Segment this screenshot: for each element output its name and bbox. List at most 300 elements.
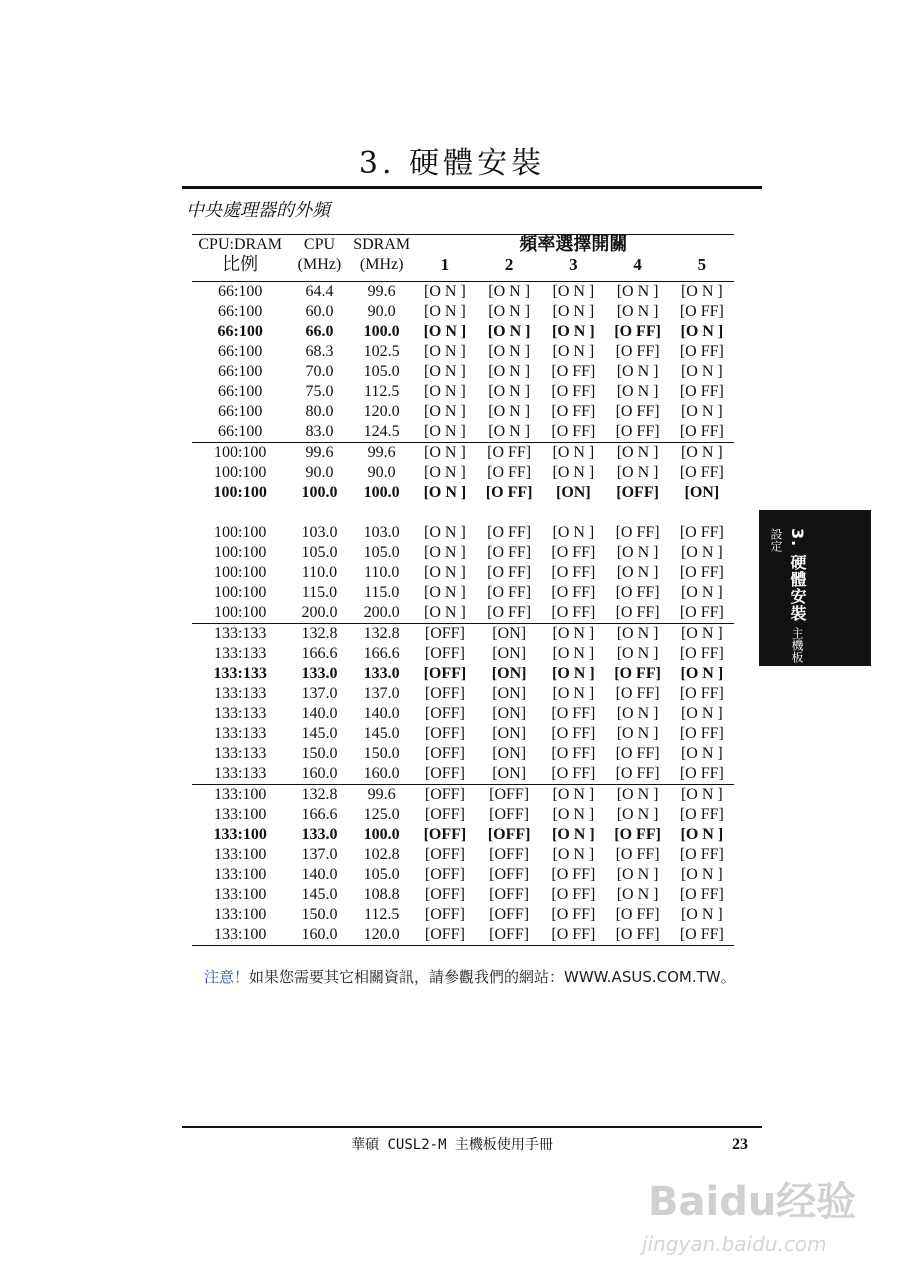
cell-sw5: [O N ] xyxy=(670,624,734,645)
cell-sw5: [O FF] xyxy=(679,886,724,903)
cell-cpu: 110.0 xyxy=(301,564,338,581)
cell-sw2: [O FF] xyxy=(487,524,532,541)
cell-sw1: [OFF] xyxy=(423,665,467,682)
cell-sw4: [O N ] xyxy=(616,544,659,561)
cell-sw1: [O N ] xyxy=(424,524,466,541)
cell-sdram: 110.0 xyxy=(363,564,400,581)
cell-sw5: [O N ] xyxy=(670,785,734,806)
cell-sw4: [O FF] xyxy=(615,765,660,782)
cell-sw1: [OFF] xyxy=(424,866,465,883)
cell-sw2: [O FF] xyxy=(487,564,532,581)
cell-sw3: [O FF] xyxy=(551,886,596,903)
cell-sdram: 105.0 xyxy=(363,544,400,561)
cell-sw3: [O FF] xyxy=(551,423,596,440)
table-row xyxy=(192,483,734,503)
cell-ratio: 66:100 xyxy=(217,423,263,440)
table-row xyxy=(192,644,734,664)
cell-cpu: 90.0 xyxy=(305,464,334,481)
cell-sw5: [O FF] xyxy=(679,303,724,320)
cell-sw2: [ON] xyxy=(492,765,527,782)
table-row xyxy=(192,905,734,925)
cell-sw5: [O N ] xyxy=(680,403,723,420)
cell-sw4: [O FF] xyxy=(614,323,661,340)
cell-sw3: [O FF] xyxy=(551,544,596,561)
cell-sw5: [O N ] xyxy=(680,323,724,340)
cell-sw1: [OFF] xyxy=(424,886,465,903)
cell-ratio: 66:100 xyxy=(217,383,263,400)
cell-sw2: [O FF] xyxy=(485,484,533,501)
cell-cpu: 140.0 xyxy=(301,705,338,722)
cell-sw4: [O N ] xyxy=(605,443,669,464)
table-row xyxy=(192,463,734,483)
spacer-cell xyxy=(192,503,734,523)
cell-sw2: [O N ] xyxy=(488,283,531,300)
cell-sw3: [O N ] xyxy=(552,283,595,300)
cell-sdram: 90.0 xyxy=(367,464,396,481)
cell-cpu: 145.0 xyxy=(301,725,338,742)
cell-sw5: [O FF] xyxy=(679,464,724,481)
cell-sw2: [OFF] xyxy=(489,866,530,883)
cell-ratio: 133:133 xyxy=(213,745,267,762)
table-row xyxy=(192,805,734,825)
cell-sw1: [O N ] xyxy=(424,544,466,561)
cell-sw2: [OFF] xyxy=(477,785,541,806)
cell-sw1: [OFF] xyxy=(413,785,477,806)
cell-cpu: 137.0 xyxy=(301,846,338,863)
cell-sw1: [O N ] xyxy=(424,584,466,601)
cell-sdram: 137.0 xyxy=(363,685,400,702)
cell-sdram: 150.0 xyxy=(363,745,400,762)
header-switch-1: 1 xyxy=(413,255,477,282)
cell-sw5: [O N ] xyxy=(680,745,723,762)
cell-sw5: [O N ] xyxy=(680,544,723,561)
cell-sw5: [O FF] xyxy=(679,343,724,360)
cell-sdram: 108.8 xyxy=(363,886,400,903)
cell-sw5: [O FF] xyxy=(679,685,724,702)
table-row xyxy=(192,684,734,704)
table-header xyxy=(192,235,734,282)
cell-sdram: 99.6 xyxy=(351,443,413,464)
cell-sw1: [OFF] xyxy=(424,685,465,702)
cell-sw4: [O N ] xyxy=(616,886,659,903)
cell-ratio: 133:100 xyxy=(213,886,267,903)
cell-sw5: [O N ] xyxy=(680,584,723,601)
cell-sw1: [OFF] xyxy=(424,765,465,782)
cell-sw2: [O N ] xyxy=(488,403,531,420)
cell-sdram: 125.0 xyxy=(363,806,400,823)
cell-sw2: [ON] xyxy=(491,665,527,682)
chapter-side-tab xyxy=(759,510,871,666)
fsb-table-container xyxy=(192,234,734,946)
cell-sw3: [O FF] xyxy=(551,564,596,581)
cell-sw5: [O FF] xyxy=(679,846,724,863)
cell-cpu: 75.0 xyxy=(305,383,334,400)
cell-ratio: 133:133 xyxy=(213,665,267,682)
cell-cpu: 132.8 xyxy=(288,624,350,645)
note xyxy=(204,966,736,987)
table-row xyxy=(192,402,734,422)
cell-cpu: 145.0 xyxy=(301,886,338,903)
bottom-rule xyxy=(182,1126,762,1128)
cell-ratio: 133:100 xyxy=(213,806,267,823)
cell-sw2: [O N ] xyxy=(488,343,531,360)
cell-sw3: [O N ] xyxy=(541,443,605,464)
cell-cpu: 64.4 xyxy=(305,283,334,300)
cell-ratio: 133:100 xyxy=(213,826,267,843)
cell-sdram: 166.6 xyxy=(363,645,400,662)
cell-sw3: [O N ] xyxy=(541,624,605,645)
watermark-logo: Baidu经验 xyxy=(648,1179,857,1225)
table-row-spacer xyxy=(192,503,734,523)
cell-sdram: 140.0 xyxy=(363,705,400,722)
cell-cpu: 99.6 xyxy=(288,443,350,464)
header-cpu-unit: (MHz) xyxy=(288,255,350,282)
cell-sdram: 99.6 xyxy=(351,785,413,806)
cell-sdram: 120.0 xyxy=(351,925,413,946)
cell-cpu: 100.0 xyxy=(301,484,338,501)
cell-sw4: [O N ] xyxy=(605,624,669,645)
cell-ratio: 66:100 xyxy=(217,303,263,320)
side-tab-main: 3. 硬體安裝 xyxy=(788,528,807,622)
cell-sdram: 160.0 xyxy=(363,765,400,782)
cell-sw5: [O FF] xyxy=(670,925,734,946)
cell-cpu: 68.3 xyxy=(305,343,334,360)
cell-sdram: 102.8 xyxy=(363,846,400,863)
cell-sw4: [O FF] xyxy=(614,665,661,682)
cell-sw4: [O N ] xyxy=(616,283,659,300)
header-switch-2: 2 xyxy=(477,255,541,282)
cell-sw4: [O FF] xyxy=(615,846,660,863)
cell-sw3: [ON] xyxy=(556,484,591,501)
cell-sw4: [O FF] xyxy=(615,423,660,440)
table-row xyxy=(192,925,734,946)
chapter-title: 3. 硬體安裝 xyxy=(358,146,546,181)
cell-sw1: [O N ] xyxy=(424,604,466,621)
table-row xyxy=(192,764,734,785)
cell-sw3: [O FF] xyxy=(551,866,596,883)
cell-ratio: 133:100 xyxy=(192,785,288,806)
cell-sw2: [O FF] xyxy=(487,464,532,481)
cell-cpu: 70.0 xyxy=(305,363,334,380)
cell-sw4: [O FF] xyxy=(615,685,660,702)
cell-sw1: [O N ] xyxy=(424,464,466,481)
cell-sw3: [O FF] xyxy=(551,383,596,400)
cell-sdram: 100.0 xyxy=(363,484,400,501)
cell-sdram: 200.0 xyxy=(363,604,400,621)
table-row xyxy=(192,744,734,764)
table-row xyxy=(192,362,734,382)
cell-sw1: [O N ] xyxy=(424,343,466,360)
cell-ratio: 133:100 xyxy=(213,846,267,863)
cell-sw3: [O N ] xyxy=(552,826,595,843)
table-row xyxy=(192,302,734,322)
cell-cpu: 133.0 xyxy=(301,826,338,843)
cell-cpu: 140.0 xyxy=(301,866,338,883)
table-row xyxy=(192,322,734,342)
table-row xyxy=(192,624,734,645)
cell-ratio: 133:133 xyxy=(213,725,267,742)
cell-ratio: 100:100 xyxy=(213,464,267,481)
cell-ratio: 133:133 xyxy=(213,645,267,662)
cell-sw4: [O FF] xyxy=(605,925,669,946)
cell-sw2: [ON] xyxy=(492,725,527,742)
cell-sw3: [O N ] xyxy=(552,464,595,481)
cell-sw1: [OFF] xyxy=(424,745,465,762)
header-switch-3: 3 xyxy=(541,255,605,282)
cell-sw4: [O N ] xyxy=(616,564,659,581)
cell-sw4: [O N ] xyxy=(616,725,659,742)
cell-sdram: 105.0 xyxy=(363,866,400,883)
cell-sw5: [O FF] xyxy=(679,765,724,782)
cell-sw5: [O FF] xyxy=(679,604,724,621)
cell-sw4: [OFF] xyxy=(616,484,659,501)
cell-ratio: 133:133 xyxy=(213,685,267,702)
table-row xyxy=(192,443,734,464)
header-switch-4: 4 xyxy=(605,255,669,282)
cell-sw4: [O N ] xyxy=(616,806,659,823)
cell-sw3: [O FF] xyxy=(551,604,596,621)
note-text: 如果您需要其它相關資訊，請參觀我們的網站：WWW.ASUS.COM.TW。 xyxy=(249,968,736,986)
cell-cpu: 103.0 xyxy=(301,524,338,541)
table-row xyxy=(192,825,734,845)
cell-sw5: [O FF] xyxy=(679,564,724,581)
header-cpu: CPU xyxy=(288,235,350,256)
table-row xyxy=(192,422,734,443)
cell-sw5: [O FF] xyxy=(679,423,724,440)
cell-cpu: 60.0 xyxy=(305,303,334,320)
cell-sw2: [O N ] xyxy=(488,363,531,380)
cell-sw5: [O N ] xyxy=(680,906,723,923)
table-row xyxy=(192,382,734,402)
table-row xyxy=(192,845,734,865)
cell-sw3: [O FF] xyxy=(551,584,596,601)
cell-sw1: [O N ] xyxy=(424,283,466,300)
table-row xyxy=(192,885,734,905)
cell-cpu: 160.0 xyxy=(288,925,350,946)
cell-sw5: [O FF] xyxy=(679,645,724,662)
cell-sw4: [O FF] xyxy=(615,524,660,541)
cell-sw1: [OFF] xyxy=(424,725,465,742)
cell-sw4: [O FF] xyxy=(615,343,660,360)
cell-ratio: 133:133 xyxy=(213,705,267,722)
cell-sw3: [O N ] xyxy=(552,323,595,340)
cell-cpu: 132.8 xyxy=(288,785,350,806)
cell-sw2: [OFF] xyxy=(489,806,530,823)
top-rule xyxy=(182,186,762,189)
cell-sw5: [O FF] xyxy=(679,806,724,823)
cell-sw3: [O N ] xyxy=(552,303,595,320)
cell-sw2: [ON] xyxy=(477,624,541,645)
cell-sw1: [OFF] xyxy=(424,906,465,923)
table-row xyxy=(192,664,734,684)
cell-sw1: [OFF] xyxy=(424,645,465,662)
cell-ratio: 66:100 xyxy=(217,323,263,340)
cell-sw5: [O FF] xyxy=(679,524,724,541)
table-row xyxy=(192,523,734,543)
cell-ratio: 100:100 xyxy=(213,564,267,581)
cell-sw3: [O FF] xyxy=(551,745,596,762)
cell-sw1: [OFF] xyxy=(424,846,465,863)
cell-ratio: 100:100 xyxy=(213,544,267,561)
cell-sw2: [O FF] xyxy=(487,584,532,601)
baidu-watermark xyxy=(640,1160,880,1270)
cell-ratio: 133:100 xyxy=(192,925,288,946)
cell-cpu: 200.0 xyxy=(301,604,338,621)
cell-sw5: [O N ] xyxy=(680,363,723,380)
cell-cpu: 115.0 xyxy=(301,584,338,601)
cell-sw4: [O N ] xyxy=(616,464,659,481)
cell-sw4: [O FF] xyxy=(615,604,660,621)
cell-sw5: [O FF] xyxy=(679,725,724,742)
table-row xyxy=(192,583,734,603)
cell-sw3: [O N ] xyxy=(552,806,595,823)
cell-sw4: [O FF] xyxy=(615,403,660,420)
cell-sw2: [O N ] xyxy=(488,303,531,320)
cell-sw2: [OFF] xyxy=(487,826,531,843)
header-switch-5: 5 xyxy=(670,255,734,282)
header-ratio: CPU:DRAM xyxy=(192,235,288,256)
table-row xyxy=(192,865,734,885)
cell-sw2: [ON] xyxy=(492,705,527,722)
cell-sw3: [O N ] xyxy=(552,645,595,662)
note-prefix: 注意！ xyxy=(204,968,250,986)
cell-sw1: [O N ] xyxy=(423,323,467,340)
cell-ratio: 133:100 xyxy=(213,866,267,883)
cell-sw4: [O N ] xyxy=(616,705,659,722)
cell-sw4: [O FF] xyxy=(615,584,660,601)
table-row xyxy=(192,724,734,744)
cell-sw2: [O N ] xyxy=(487,323,531,340)
watermark-url: jingyan.baidu.com xyxy=(642,1232,827,1256)
cell-sw3: [O N ] xyxy=(552,846,595,863)
cell-sw5: [O N ] xyxy=(680,705,723,722)
table-row xyxy=(192,603,734,624)
header-sdram: SDRAM xyxy=(351,235,413,256)
cell-sdram: 132.8 xyxy=(351,624,413,645)
cell-sw1: [O N ] xyxy=(423,484,467,501)
cell-sw5: [O N ] xyxy=(670,443,734,464)
cell-sdram: 112.5 xyxy=(363,906,400,923)
cell-sw1: [O N ] xyxy=(424,403,466,420)
cell-sdram: 124.5 xyxy=(363,423,400,440)
cell-cpu: 66.0 xyxy=(305,323,334,340)
cell-sdram: 99.6 xyxy=(367,283,396,300)
cell-sw1: [OFF] xyxy=(424,705,465,722)
cell-sdram: 102.5 xyxy=(363,343,400,360)
cell-sdram: 90.0 xyxy=(367,303,396,320)
cell-sw3: [O FF] xyxy=(551,403,596,420)
cell-sdram: 133.0 xyxy=(363,665,400,682)
cell-ratio: 66:100 xyxy=(217,363,263,380)
cell-cpu: 137.0 xyxy=(301,685,338,702)
table-row xyxy=(192,282,734,303)
cell-sdram: 100.0 xyxy=(363,826,400,843)
cell-sdram: 115.0 xyxy=(363,584,400,601)
cell-sw3: [O N ] xyxy=(552,665,595,682)
cell-cpu: 150.0 xyxy=(301,906,338,923)
table-row xyxy=(192,704,734,724)
page-number: 23 xyxy=(732,1136,748,1153)
side-tab-sub: 主機板設定 xyxy=(769,528,804,663)
cell-sw3: [O FF] xyxy=(551,705,596,722)
cell-sw2: [O N ] xyxy=(488,423,531,440)
cell-cpu: 160.0 xyxy=(301,765,338,782)
cell-sw2: [ON] xyxy=(492,685,527,702)
cell-sdram: 145.0 xyxy=(363,725,400,742)
cell-ratio: 66:100 xyxy=(217,283,263,300)
table-body xyxy=(192,282,734,946)
table-row xyxy=(192,785,734,806)
cell-sw4: [O N ] xyxy=(605,785,669,806)
cell-cpu: 105.0 xyxy=(301,544,338,561)
cell-sw4: [O N ] xyxy=(616,363,659,380)
cell-sdram: 120.0 xyxy=(363,403,400,420)
cell-sw4: [O N ] xyxy=(616,303,659,320)
cell-sw5: [O N ] xyxy=(680,826,724,843)
cell-sw1: [O N ] xyxy=(424,564,466,581)
header-sdram-unit: (MHz) xyxy=(351,255,413,282)
cell-sw5: [O FF] xyxy=(679,383,724,400)
table-row xyxy=(192,563,734,583)
cell-sw1: [O N ] xyxy=(424,363,466,380)
cell-sw2: [O FF] xyxy=(487,604,532,621)
cell-sw1: [OFF] xyxy=(413,925,477,946)
cell-cpu: 83.0 xyxy=(305,423,334,440)
table-row xyxy=(192,342,734,362)
cell-sw2: [O FF] xyxy=(487,544,532,561)
cell-sw3: [O FF] xyxy=(541,925,605,946)
header-ratio-sub: 比例 xyxy=(192,255,288,282)
cell-cpu: 166.6 xyxy=(301,645,338,662)
cell-ratio: 100:100 xyxy=(213,484,267,501)
cell-ratio: 100:100 xyxy=(213,524,267,541)
cell-sw3: [O N ] xyxy=(541,785,605,806)
cell-sw2: [O FF] xyxy=(477,443,541,464)
cell-sw3: [O FF] xyxy=(551,906,596,923)
cell-ratio: 66:100 xyxy=(217,343,263,360)
cell-ratio: 133:133 xyxy=(213,765,267,782)
cell-sw2: [OFF] xyxy=(477,925,541,946)
cell-sw1: [O N ] xyxy=(413,443,477,464)
side-tab-text xyxy=(767,528,809,666)
cell-sw3: [O FF] xyxy=(551,363,596,380)
cell-cpu: 150.0 xyxy=(301,745,338,762)
cell-sw5: [O N ] xyxy=(680,866,723,883)
cell-sw1: [OFF] xyxy=(424,806,465,823)
cell-sw1: [O N ] xyxy=(424,423,466,440)
cell-sw2: [ON] xyxy=(492,745,527,762)
cell-ratio: 133:100 xyxy=(213,906,267,923)
cell-sw3: [O FF] xyxy=(551,765,596,782)
cell-sdram: 100.0 xyxy=(363,323,400,340)
footer-text: 華碩 CUSL2-M 主機板使用手冊 xyxy=(351,1137,553,1153)
cell-cpu: 133.0 xyxy=(301,665,338,682)
cell-ratio: 133:133 xyxy=(192,624,288,645)
cell-sw5: [ON] xyxy=(684,484,720,501)
cell-sw1: [O N ] xyxy=(424,303,466,320)
cell-sw2: [OFF] xyxy=(489,906,530,923)
cell-sw3: [O FF] xyxy=(551,725,596,742)
cell-ratio: 100:100 xyxy=(213,604,267,621)
cell-sw4: [O FF] xyxy=(614,826,661,843)
cell-sw5: [O N ] xyxy=(680,283,723,300)
cell-sdram: 105.0 xyxy=(363,363,400,380)
cell-ratio: 100:100 xyxy=(213,584,267,601)
cell-sw2: [ON] xyxy=(492,645,527,662)
section-title: 中央處理器的外頻 xyxy=(186,200,330,221)
cell-sdram: 112.5 xyxy=(363,383,400,400)
fsb-frequency-table xyxy=(192,234,734,946)
